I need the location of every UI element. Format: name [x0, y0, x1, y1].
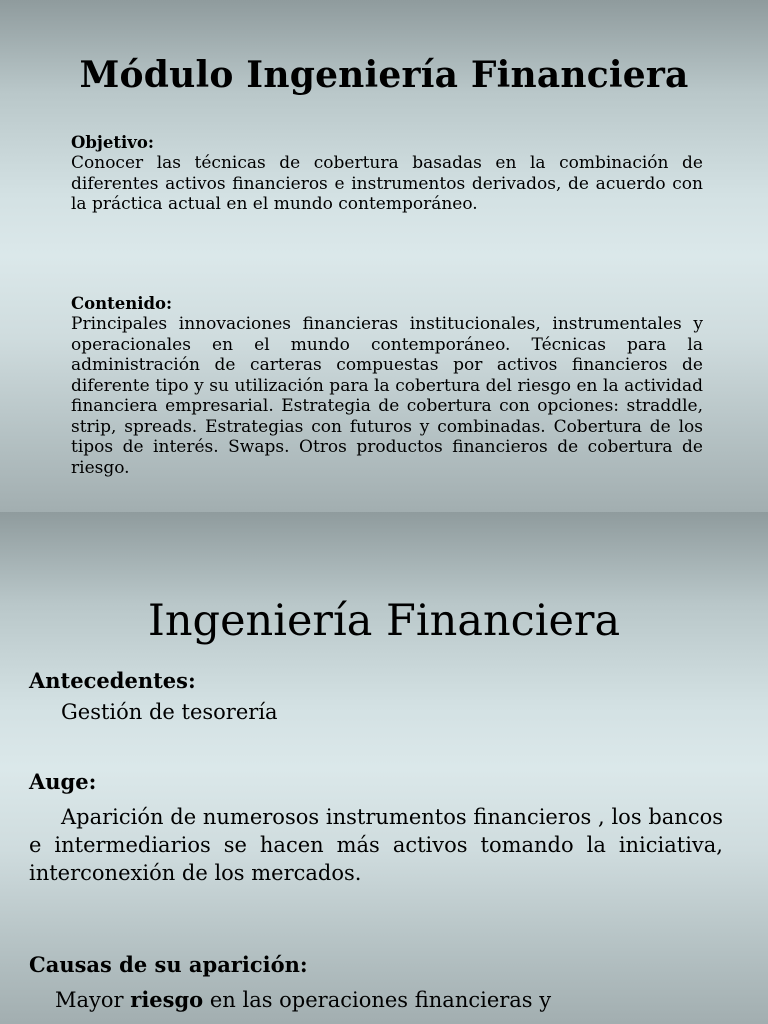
causas-prefix: Mayor: [55, 988, 131, 1012]
antecedentes-text: Gestión de tesorería: [61, 700, 278, 724]
objetivo-section: [71, 133, 703, 215]
slide-title: Módulo Ingeniería Financiera: [79, 54, 689, 96]
objetivo-heading: Objetivo:: [71, 133, 154, 152]
contenido-section: [71, 294, 703, 478]
auge-heading: Auge:: [29, 769, 97, 794]
contenido-heading: Contenido:: [71, 294, 173, 313]
slide-ingenieria: [0, 512, 768, 1024]
auge-section: [29, 769, 723, 887]
auge-text: Aparición de numerosos instrumentos financieros , los bancos e intermediarios se hacen más activos tomando la iniciativa, interconexión de los mercados.: [29, 805, 723, 885]
causas-rest: en las operaciones financieras y: [203, 988, 552, 1012]
causas-text: [29, 986, 723, 1014]
antecedentes-section: [29, 668, 723, 726]
causas-bold-word: riesgo: [130, 987, 204, 1012]
antecedentes-heading: Antecedentes:: [29, 668, 196, 693]
contenido-text: Principales innovaciones financieras institucionales, instrumentales y operacionales en el mundo contemporáneo. Técnicas para la administración de carteras compuestas por activos financieros de diferente tipo y su utilización para la cobertura del riesgo en la actividad financiera empresarial. Estrategia de cobertura con opciones: straddle, strip, spreads. Estrategias con futuros y combinadas. Cobertura de los tipos de interés. Swaps. Otros productos financieros de cobertura de riesgo.: [71, 314, 703, 478]
causas-heading: Causas de su aparición:: [29, 952, 308, 977]
slide-title: Ingeniería Financiera: [147, 596, 621, 646]
objetivo-text: Conocer las técnicas de cobertura basadas en la combinación de diferentes activos financieros e instrumentos derivados, de acuerdo con la práctica actual en el mundo contemporáneo.: [71, 153, 703, 214]
causas-section: [29, 952, 723, 1014]
